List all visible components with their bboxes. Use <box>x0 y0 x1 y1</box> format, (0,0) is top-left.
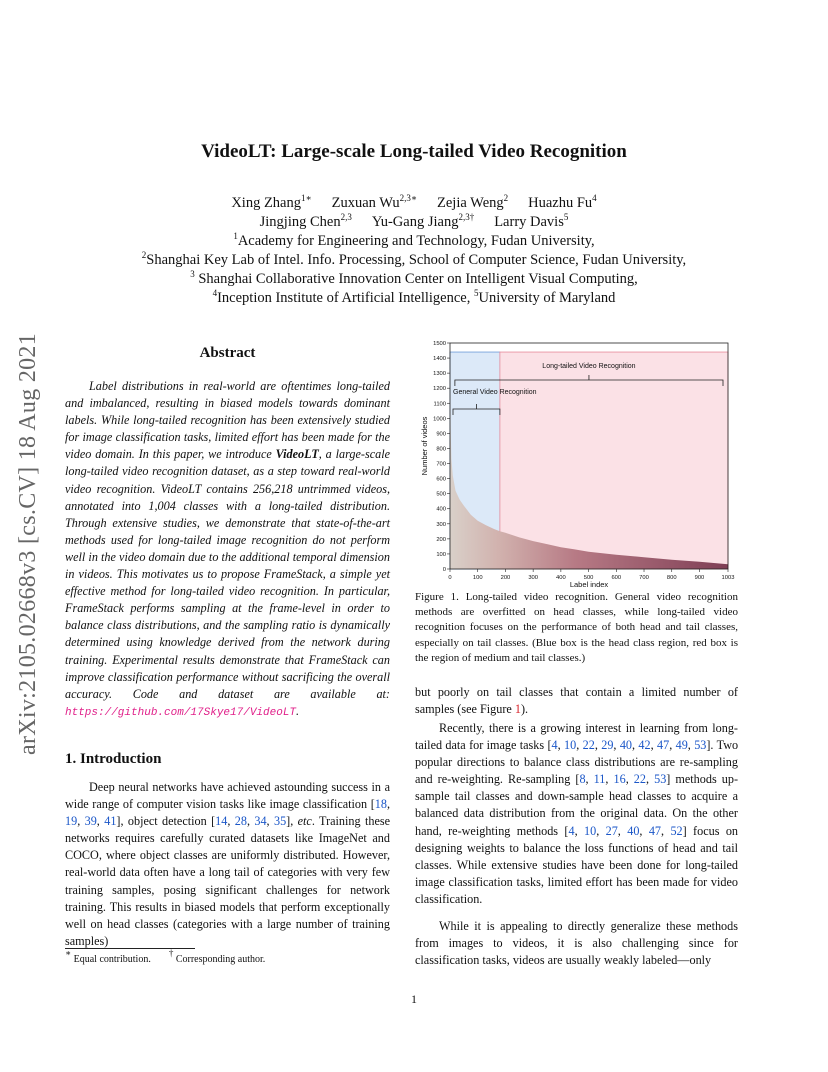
author-affiliation-mark: 2,3 <box>340 212 352 222</box>
abstract-part-2: , a large-scale long-tailed video recognition dataset, as a step toward real-world video recognition. VideoLT contains 256,218 untrimmed videos, annotated into 1,004 classes with a long-tailed distribution. Through extensive studies, we demonstrate that state-of-the-art methods used for long-tailed image recognition do not perform well in the video domain due to the additional temporal dimension in videos. This motivates us to propose FrameStack, a simple yet effective method for long-tailed video recognition. In particular, FrameStack performs sampling at the frame-level in order to balance class distributions, and the sampling ratio is dynamically determined using knowledge derived from the network during training. Experimental results demonstrate that FrameStack can improve classification performance without sacrificing the overall accuracy. Code and dataset are available at: <box>65 447 391 701</box>
footnote-rule <box>65 948 195 949</box>
right-p1-a: but poorly on tail classes that contain a limited number of samples (see Figure <box>415 685 738 717</box>
citation-link[interactable]: 22 <box>633 772 646 787</box>
y-tick-label: 1200 <box>433 386 446 393</box>
y-tick-label: 900 <box>436 431 446 438</box>
abstract-heading: Abstract <box>199 345 256 361</box>
citation-link[interactable]: 53 <box>654 772 667 787</box>
citation-separator: , <box>594 738 602 753</box>
author-affiliation-mark: 5 <box>563 212 569 222</box>
citation-separator: , <box>596 823 606 838</box>
author-affiliation-mark: 4 <box>592 193 597 203</box>
author-block <box>0 194 828 308</box>
citation-link[interactable]: 49 <box>675 738 688 753</box>
x-tick-label: 0 <box>448 575 452 581</box>
author-affiliation-mark: 2,3∗ <box>399 193 418 203</box>
affiliation-line <box>0 289 828 308</box>
citation-link[interactable]: 34 <box>254 814 267 829</box>
footnote-mark-1: ∗ <box>65 948 72 958</box>
author-row-2 <box>0 213 828 232</box>
author-name: Larry Davis <box>494 214 564 230</box>
affiliation-text: University of Maryland <box>478 290 616 306</box>
x-tick-label: 1003 <box>721 575 735 581</box>
intro-text: . Training these networks requires carefully curated datasets like ImageNet and COCO, where object classes are uniformly distributed. However, real-world data often have a long tail of categories with very few training samples, posing significant challenges for network training. This results in biased models that perform exceptionally well on head classes (categories with a large number of training samples) <box>65 814 391 948</box>
right-paragraph-1 <box>415 684 738 718</box>
citation-link[interactable]: 19 <box>65 814 78 829</box>
author-name: Jingjing Chen <box>259 214 341 230</box>
abstract-dataset-name: VideoLT <box>275 447 319 462</box>
citation-separator: , <box>639 823 649 838</box>
y-tick-label: 400 <box>436 506 446 513</box>
intro-etc: etc <box>297 814 312 829</box>
y-tick-label: 1500 <box>433 341 446 347</box>
head-region-label: General Video Recognition <box>453 389 537 396</box>
citation-link[interactable]: 22 <box>582 738 595 753</box>
footnote-equal: Equal contribution. <box>71 954 151 965</box>
citation-link[interactable]: 4 <box>568 823 575 838</box>
figure-ref[interactable]: 1 <box>514 702 521 717</box>
citation-link[interactable]: 39 <box>84 814 97 829</box>
footnote-mark-2: † <box>168 948 174 958</box>
citation-separator: , <box>246 814 255 829</box>
citation-link[interactable]: 42 <box>638 738 651 753</box>
citation-link[interactable]: 52 <box>670 823 683 838</box>
y-tick-label: 1100 <box>433 401 446 408</box>
citation-separator: , <box>77 814 85 829</box>
tail-region-label: Long-tailed Video Recognition <box>542 363 636 370</box>
citation-link[interactable]: 18 <box>374 797 387 812</box>
intro-paragraph <box>65 779 390 950</box>
author-name: Zuxuan Wu <box>331 195 400 211</box>
citation-separator: , <box>96 814 105 829</box>
citation-separator: , <box>613 738 620 753</box>
paper-title: VideoLT: Large-scale Long-tailed Video Recognition <box>201 141 627 162</box>
affiliation-text: Academy for Engineering and Technology, Fudan University, <box>237 233 595 249</box>
figure-caption: Figure 1. Long-tailed video recognition. General video recognition methods are overfitted on head classes, while long-tailed video recognition focuses on the performance of both head and tail classes, especially on tail classes. (Blue box is the head class region, red box is the region of medium and tail classes.) <box>415 591 738 664</box>
citation-link[interactable]: 40 <box>627 823 640 838</box>
affiliation-line <box>0 232 828 251</box>
author-name: Zejia Weng <box>437 195 504 211</box>
y-tick-label: 300 <box>436 521 446 528</box>
citation-link[interactable]: 29 <box>601 738 614 753</box>
affiliation-mark: 1 <box>233 231 238 241</box>
author-name: Yu-Gang Jiang <box>371 214 459 230</box>
right-text: ]. Two popular directions to balance class distributions are re-sampling and re-weighting. Re-sampling [ <box>415 738 739 787</box>
citation-link[interactable]: 4 <box>551 738 558 753</box>
citation-link[interactable]: 10 <box>564 738 577 753</box>
author-name: Xing Zhang <box>231 195 301 211</box>
y-tick-label: 200 <box>436 536 446 543</box>
citation-separator: , <box>650 738 657 753</box>
citation-link[interactable]: 40 <box>619 738 632 753</box>
citation-link[interactable]: 35 <box>273 814 287 829</box>
y-tick-label: 700 <box>436 461 446 468</box>
footnote-corresponding: Corresponding author. <box>173 954 266 965</box>
citation-separator: , <box>625 772 634 787</box>
x-axis-label: Label index <box>569 580 609 588</box>
citation-separator: , <box>574 823 584 838</box>
affiliation-text: Shanghai Collaborative Innovation Center on Intelligent Visual Computing, <box>194 271 638 287</box>
author-affiliation-mark: 2,3† <box>458 212 475 222</box>
long-tail-chart <box>415 340 740 588</box>
y-tick-label: 1000 <box>433 416 446 423</box>
citation-link[interactable]: 53 <box>694 738 707 753</box>
section-heading-introduction: 1. Introduction <box>65 751 162 767</box>
x-tick-label: 400 <box>556 575 566 581</box>
y-tick-label: 600 <box>436 476 446 483</box>
footnotes <box>65 948 266 965</box>
intro-text: Deep neural networks have achieved astounding success in a wide range of computer vision tasks like image classification [ <box>65 780 390 812</box>
citation-separator: , <box>585 772 594 787</box>
x-tick-label: 500 <box>583 575 594 581</box>
author-affiliation-mark: 1∗ <box>301 193 312 203</box>
citation-separator: , <box>557 738 565 753</box>
citation-link[interactable]: 8 <box>579 772 586 787</box>
right-text: ] focus on designing weights to balance the loss functions of head and tail classes. While extensive studies have been done for long-tailed image classification tasks, limited effort has been made for video classification. <box>415 823 739 906</box>
x-tick-label: 100 <box>472 575 483 581</box>
citation-link[interactable]: 10 <box>584 823 597 838</box>
y-tick-label: 1400 <box>433 356 446 363</box>
citation-separator: , <box>645 772 655 787</box>
citation-separator: , <box>227 814 235 829</box>
right-text: ] methods up-sample tail classes and down-sample head classes to acquire a balanced data distribution from the original data. On the other hand, re-weighting methods [ <box>415 772 739 838</box>
affiliation-line <box>0 270 828 289</box>
affiliation-mark: 2 <box>141 250 147 260</box>
intro-text: ], object detection [ <box>116 814 216 829</box>
right-text: Recently, there is a growing interest in learning from long-tailed data for image tasks [ <box>415 721 738 753</box>
citation-separator: , <box>266 814 274 829</box>
abstract-text <box>65 378 390 722</box>
page-number: 1 <box>411 992 417 1006</box>
citation-link[interactable]: 16 <box>613 772 626 787</box>
affiliations <box>0 232 828 308</box>
citation-link[interactable]: 41 <box>104 814 117 829</box>
right-p1-b: ). <box>520 702 529 717</box>
y-tick-label: 100 <box>436 551 446 558</box>
x-tick-label: 900 <box>694 575 705 581</box>
citation-link[interactable]: 11 <box>593 772 606 787</box>
author-row-1 <box>0 194 828 213</box>
citation-link[interactable]: 14 <box>215 814 228 829</box>
y-tick-label: 500 <box>436 491 446 498</box>
affiliation-mark: 3 <box>190 269 195 279</box>
citation-link[interactable]: 27 <box>605 823 618 838</box>
affiliation-text: Shanghai Key Lab of Intel. Info. Processing, School of Computer Science, Fudan University, <box>146 252 687 268</box>
citation-separator: , <box>661 823 671 838</box>
author-affiliation-mark: 2 <box>503 193 509 203</box>
citation-separator: , <box>687 738 695 753</box>
intro-text: ], <box>286 814 298 829</box>
arxiv-identifier: arXiv:2105.02668v3 [cs.CV] 18 Aug 2021 <box>15 332 41 755</box>
affiliation-line <box>0 251 828 270</box>
right-paragraph-3: While it is appealing to directly generalize these methods from images to videos, it is also challenging since for classification tasks, videos are usually weakly labeled—only <box>415 919 738 968</box>
tail-class-region <box>500 352 728 569</box>
citation-link[interactable]: 47 <box>648 823 662 838</box>
citation-separator: , <box>386 797 390 812</box>
y-tick-label: 1300 <box>433 371 446 378</box>
x-tick-label: 700 <box>639 575 649 581</box>
citation-separator: , <box>617 823 628 838</box>
abstract-part-1: Label distributions in real-world are oftentimes long-tailed and imbalanced, resulting in biased models towards dominant labels. While long-tailed recognition has been extensively studied for image classification tasks, limited effort has been made for the video domain. In this paper, we introduce <box>65 379 390 462</box>
code-link[interactable]: https://github.com/17Skye17/VideoLT <box>65 706 297 719</box>
y-tick-label: 0 <box>442 567 446 573</box>
right-paragraph-2 <box>415 720 738 908</box>
citation-link[interactable]: 28 <box>234 814 247 829</box>
author-name: Huazhu Fu <box>528 195 593 211</box>
abstract-part-3: . <box>296 703 300 718</box>
x-tick-label: 800 <box>666 575 677 581</box>
x-tick-label: 600 <box>611 575 622 581</box>
affiliation-text: Inception Institute of Artificial Intelligence, <box>217 290 474 306</box>
x-tick-label: 300 <box>528 575 538 581</box>
y-axis-label: Number of videos <box>420 416 429 476</box>
citation-separator: , <box>669 738 676 753</box>
citation-separator: , <box>576 738 583 753</box>
citation-separator: , <box>632 738 639 753</box>
affiliation-mark: 5 <box>473 288 479 298</box>
affiliation-mark: 4 <box>212 288 218 298</box>
y-tick-label: 800 <box>436 446 446 453</box>
citation-separator: , <box>605 772 614 787</box>
x-tick-label: 200 <box>500 575 511 581</box>
citation-link[interactable]: 47 <box>657 738 670 753</box>
